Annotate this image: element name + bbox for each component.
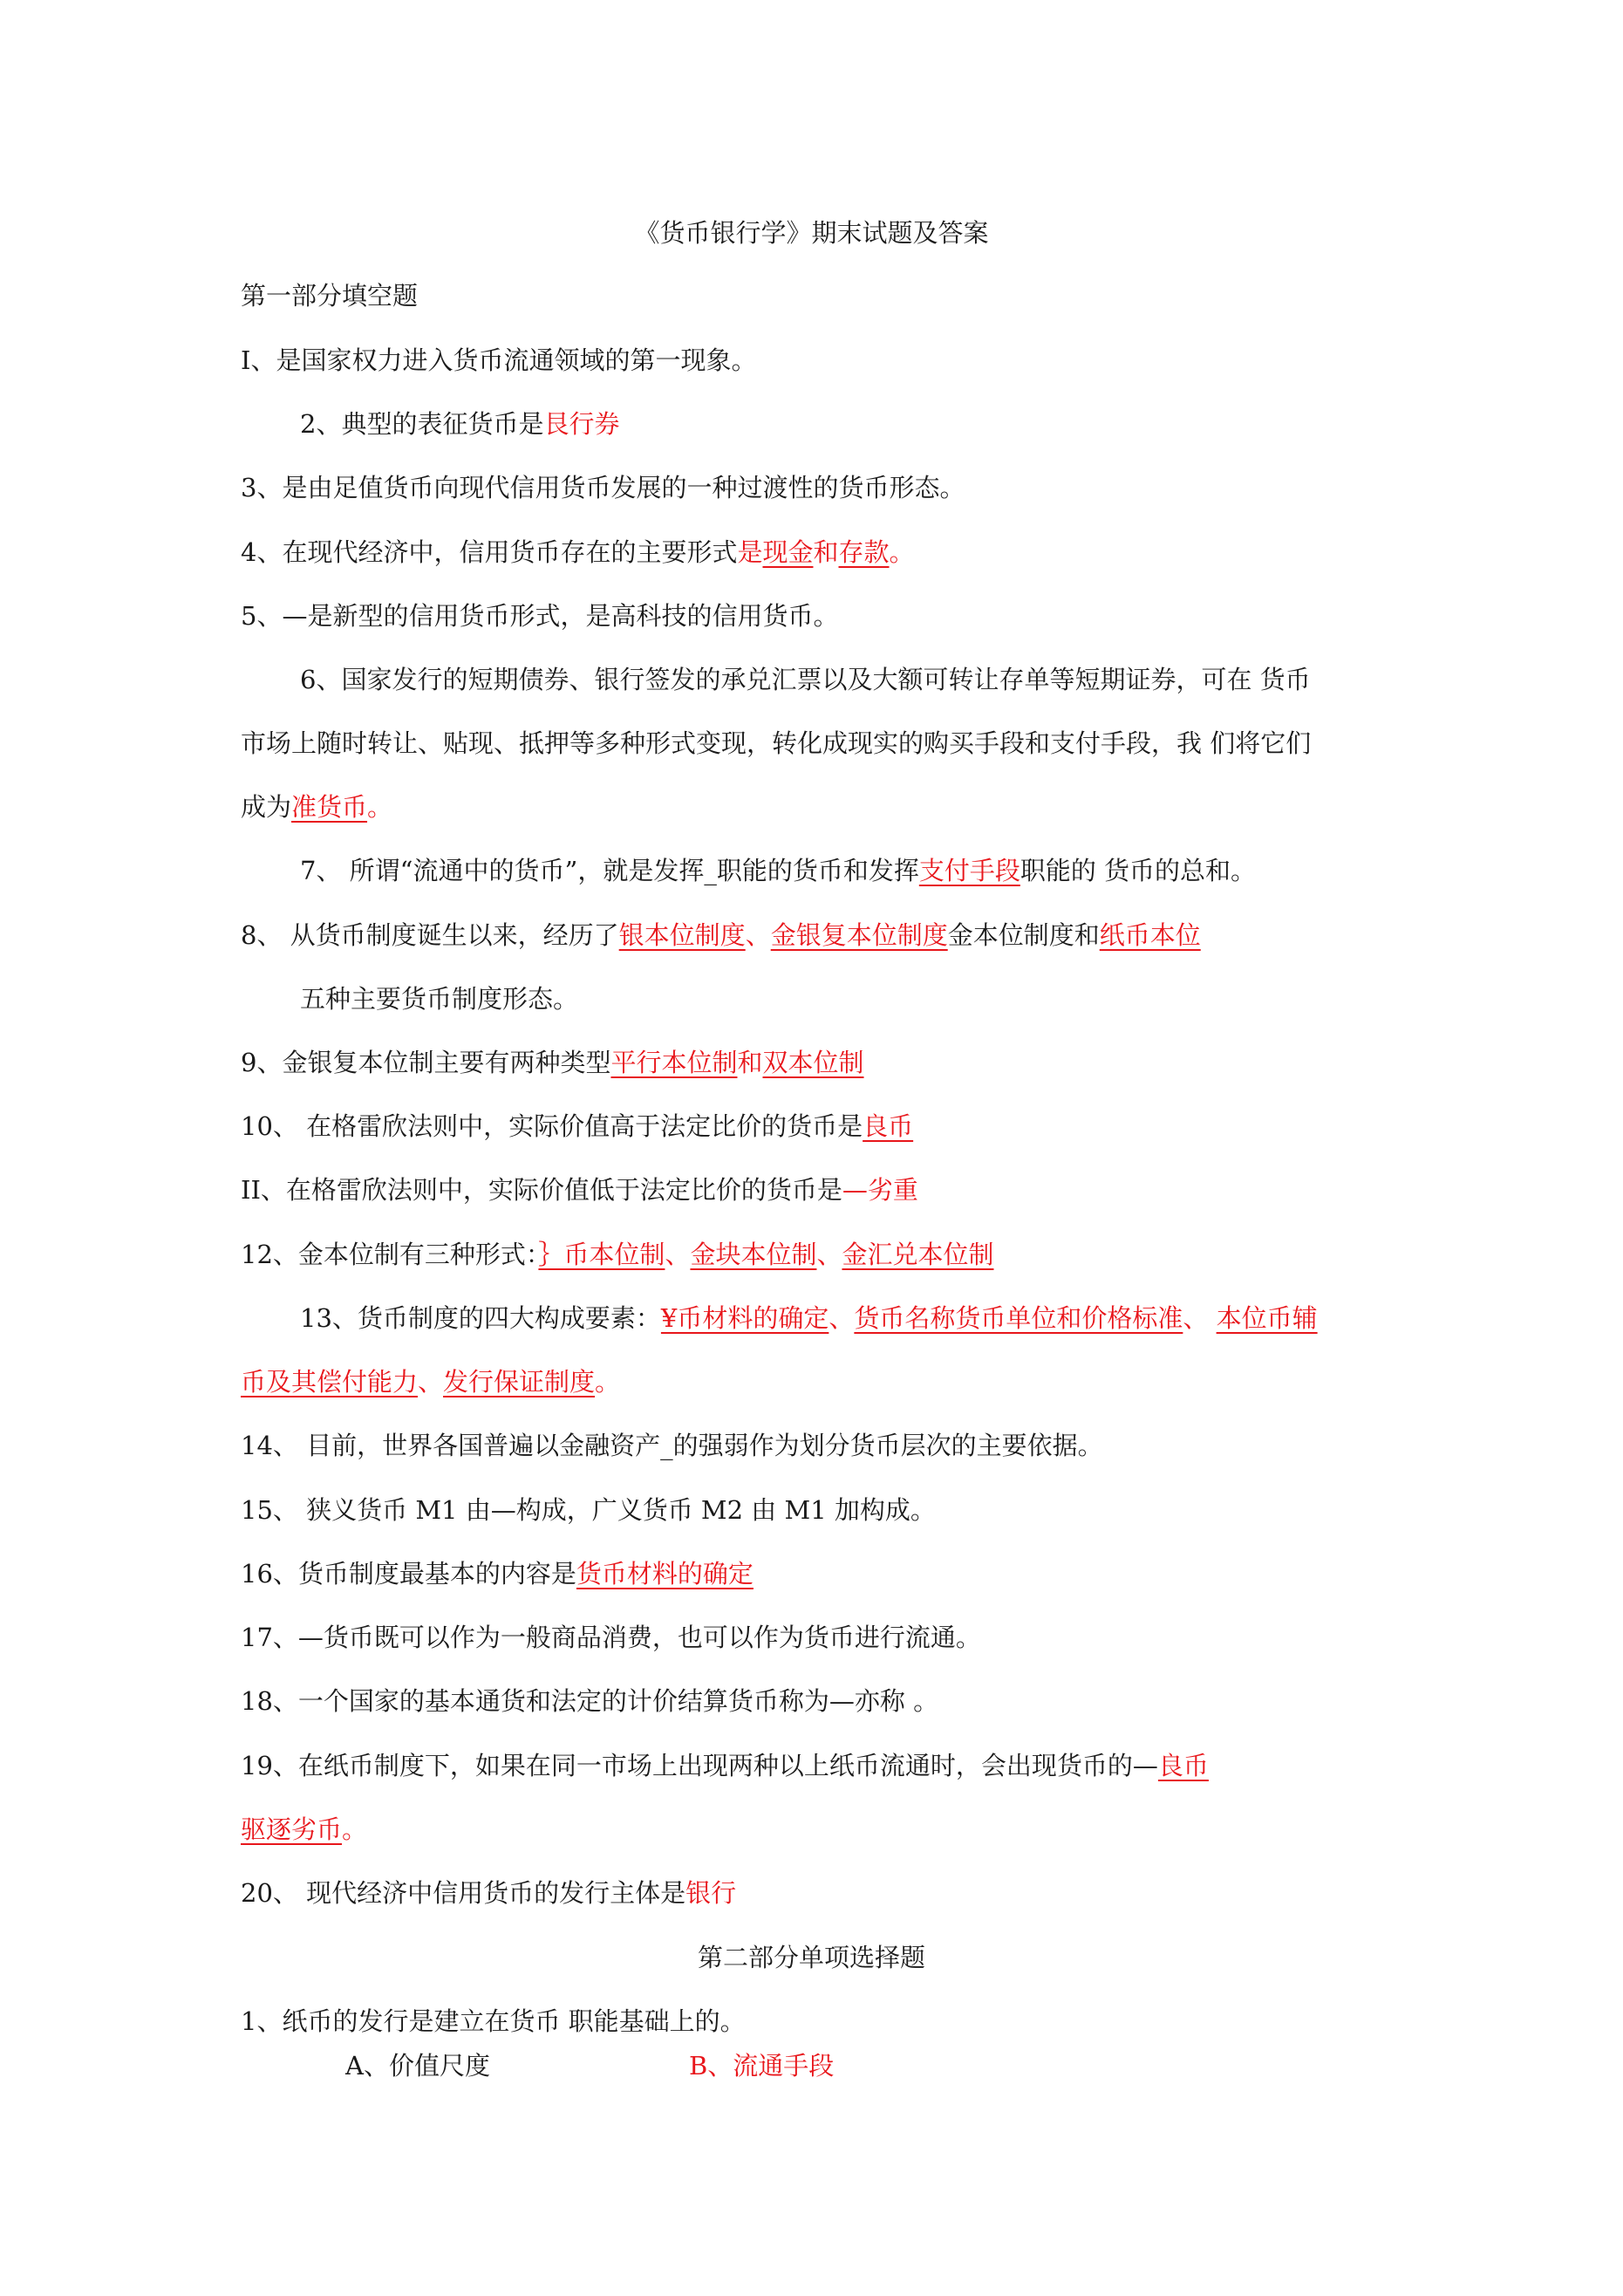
part2-heading: 第二部分单项选择题: [697, 1943, 925, 1972]
question-15: 15、 狭义货币 M1 由—构成，广义货币 M2 由 M1 加构成。: [241, 1495, 936, 1525]
question-7-text: 7、 所谓“流通中的货币”，就是发挥_职能的货币和发挥: [300, 856, 919, 885]
question-13-answer-material: ¥币材料的确定: [660, 1303, 829, 1333]
question-13-separator-3: 、: [418, 1367, 444, 1397]
question-6-answer: 准货币: [291, 792, 368, 822]
question-4-text: 4、在现代经济中，信用货币存在的主要形式: [241, 537, 738, 567]
question-4-answer-deposit: 存款: [838, 537, 890, 567]
question-12-answer-exchange: 金汇兑本位制: [842, 1240, 994, 1269]
question-13-separator-2: 、: [1183, 1303, 1217, 1333]
question-12: [241, 1237, 993, 1272]
question-6-line-1: 6、国家发行的短期债券、银行签发的承兑汇票以及大额可转让存单等短期证券，可在 货币: [300, 665, 1311, 694]
question-9-answer-double: 双本位制: [762, 1048, 864, 1077]
question-2-text: 2、典型的表征货币是: [300, 409, 544, 439]
question-12-text: 12、金本位制有三种形式：: [241, 1240, 539, 1269]
question-13-period: 。: [595, 1367, 621, 1397]
question-9-answer-parallel: 平行本位制: [610, 1048, 738, 1077]
question-7-answer: 支付手段: [918, 856, 1020, 885]
question-6-line-2: 市场上随时转让、贴现、抵押等多种形式变现，转化成现实的购买手段和支付手段，我 们将它们: [241, 728, 1312, 758]
question-8-line-2: 五种主要货币制度形态。: [300, 984, 579, 1014]
question-11: [241, 1172, 918, 1207]
question-10: [241, 1109, 913, 1144]
choice-1-option-a: A、价值尺度: [345, 2051, 490, 2081]
question-12-answer-bullion: 金块本位制: [690, 1240, 817, 1269]
question-8-answer-silver: 银本位制度: [618, 920, 746, 950]
question-12-answer-coin: ｝币本位制: [538, 1240, 665, 1269]
question-20-answer: 银行: [685, 1878, 737, 1908]
question-13-line-2: [241, 1364, 620, 1399]
question-16: [241, 1556, 754, 1591]
question-10-answer: 良币: [863, 1111, 914, 1141]
question-13-answer-standard-a: 本位币辅: [1216, 1303, 1318, 1333]
question-11-answer: —劣重: [842, 1175, 918, 1205]
question-20: [241, 1876, 736, 1910]
question-18: 18、一个国家的基本通货和法定的计价结算货币称为—亦称 。: [241, 1686, 939, 1716]
question-13-answer-standard-b: 币及其偿付能力: [241, 1367, 419, 1397]
question-12-separator-1: 、: [665, 1240, 691, 1269]
question-16-text: 16、货币制度最基本的内容是: [241, 1559, 576, 1589]
question-2-answer: 艮行券: [543, 409, 620, 439]
question-16-answer: 货币材料的确定: [576, 1559, 754, 1589]
question-12-separator-2: 、: [816, 1240, 842, 1269]
question-7: [300, 853, 1256, 888]
question-4-answer-and: 和: [813, 537, 839, 567]
question-8-text: 8、 从货币制度诞生以来，经历了: [241, 920, 619, 950]
question-19-dash: —: [1132, 1751, 1158, 1780]
question-9-and: 和: [737, 1048, 763, 1077]
question-19: [241, 1748, 1209, 1783]
question-4-answer-cash: 现金: [762, 537, 814, 567]
question-4-answer-period: 。: [889, 537, 915, 567]
question-6-line-3: [241, 789, 392, 824]
question-19-answer-drive: 驱逐劣币: [241, 1814, 343, 1844]
question-13-text: 13、货币制度的四大构成要素：: [300, 1303, 661, 1333]
document-title: 《货币银行学》期末试题及答案: [634, 218, 989, 248]
question-4-answer-part: 是: [737, 537, 763, 567]
question-4: [241, 535, 915, 570]
question-11-text: II、在格雷欣法则中，实际价值低于法定比价的货币是: [241, 1175, 842, 1205]
choice-question-1: 1、纸币的发行是建立在货币 职能基础上的。: [241, 2006, 746, 2036]
question-10-text: 10、 在格雷欣法则中，实际价值高于法定比价的货币是: [241, 1111, 863, 1141]
question-13-answer-issue: 发行保证制度: [443, 1367, 596, 1397]
question-13: [300, 1301, 1318, 1336]
question-1: I、是国家权力进入货币流通领域的第一现象。: [241, 345, 757, 375]
question-20-text: 20、 现代经济中信用货币的发行主体是: [241, 1878, 686, 1908]
question-5: 5、—是新型的信用货币形式，是高科技的信用货币。: [241, 601, 839, 631]
question-19-period: 。: [342, 1814, 368, 1844]
question-6-text: 成为: [241, 792, 292, 822]
part1-heading: 第一部分填空题: [241, 281, 419, 311]
question-8-answer-bimetal: 金银复本位制度: [770, 920, 948, 950]
question-17: 17、—货币既可以作为一般商品消费，也可以作为货币进行流通。: [241, 1623, 981, 1652]
question-13-answer-unit: 货币名称货币单位和价格标准: [854, 1303, 1183, 1333]
question-6-suffix: 。: [367, 792, 393, 822]
question-19-text: 19、在纸币制度下，如果在同一市场上出现两种以上纸币流通时，会出现货币的: [241, 1751, 1133, 1780]
question-9-text: 9、金银复本位制主要有两种类型: [241, 1048, 611, 1077]
question-8-separator: 、: [745, 920, 771, 950]
question-13-separator-1: 、: [829, 1303, 855, 1333]
question-3: 3、是由足值货币向现代信用货币发展的一种过渡性的货币形态。: [241, 473, 965, 502]
question-2: [300, 407, 619, 441]
question-7-suffix: 职能的 货币的总和。: [1019, 856, 1257, 885]
question-8-middle: 金本位制度和: [947, 920, 1100, 950]
question-9: [241, 1045, 864, 1080]
question-8: [241, 918, 1201, 953]
question-8-answer-paper: 纸币本位: [1099, 920, 1201, 950]
question-19-answer-good: 良币: [1157, 1751, 1209, 1780]
question-14: 14、 目前，世界各国普遍以金融资产_的强弱作为划分货币层次的主要依据。: [241, 1431, 1103, 1460]
question-19-line-2: [241, 1812, 367, 1847]
choice-1-option-b: B、流通手段: [689, 2051, 835, 2081]
